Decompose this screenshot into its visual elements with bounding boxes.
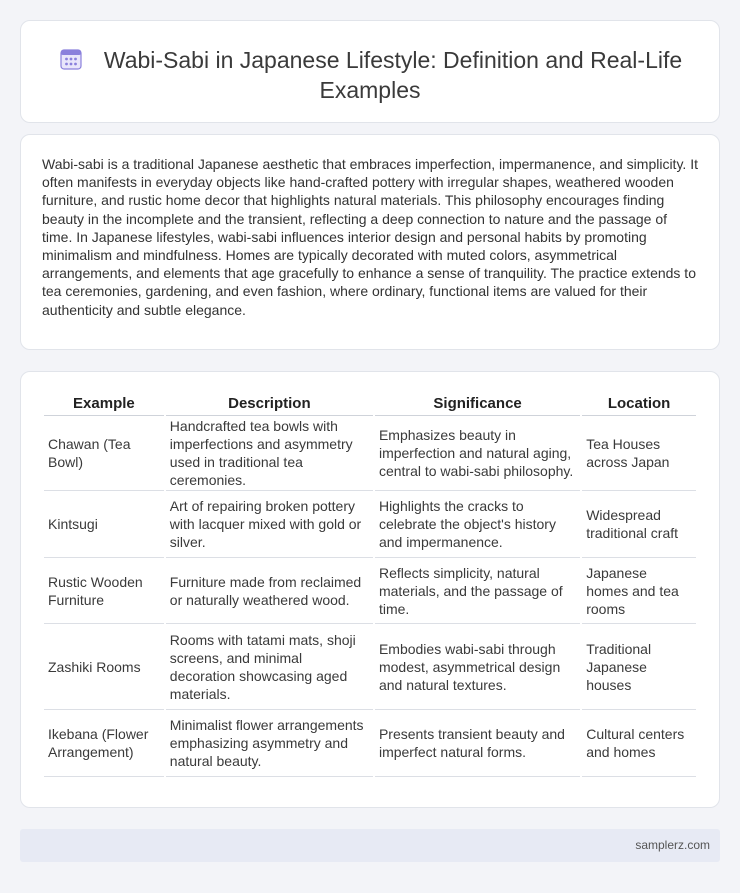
cell-description: Handcrafted tea bowls with imperfections and asymmetry used in traditional tea ceremonies. (166, 416, 373, 491)
cell-example: Chawan (Tea Bowl) (44, 416, 164, 491)
cell-example: Zashiki Rooms (44, 624, 164, 710)
footer-bar (20, 829, 720, 862)
cell-significance: Highlights the cracks to celebrate the object's history and impermanence. (375, 491, 580, 558)
cell-significance: Presents transient beauty and imperfect natural forms. (375, 710, 580, 777)
examples-table-card (20, 371, 720, 808)
cell-description: Art of repairing broken pottery with lacquer mixed with gold or silver. (166, 491, 373, 558)
table-row (44, 416, 696, 491)
header-location: Location (582, 392, 696, 416)
cell-example: Rustic Wooden Furniture (44, 558, 164, 624)
cell-location: Widespread traditional craft (582, 491, 696, 558)
intro-card (20, 134, 720, 350)
calendar-icon (58, 46, 84, 72)
cell-location: Cultural centers and homes (582, 710, 696, 777)
table-row (44, 710, 696, 777)
header-description: Description (166, 392, 373, 416)
cell-description: Furniture made from reclaimed or naturally weathered wood. (166, 558, 373, 624)
page-title-wrap (21, 45, 719, 105)
examples-table (42, 392, 698, 777)
page-title: Wabi-Sabi in Japanese Lifestyle: Definition and Real-Life Examples (103, 47, 683, 103)
cell-location: Japanese homes and tea rooms (582, 558, 696, 624)
cell-significance: Reflects simplicity, natural materials, and the passage of time. (375, 558, 580, 624)
cell-significance: Embodies wabi-sabi through modest, asymmetrical design and natural textures. (375, 624, 580, 710)
table-header-row (44, 392, 696, 416)
table-row (44, 491, 696, 558)
cell-description: Minimalist flower arrangements emphasizing asymmetry and natural beauty. (166, 710, 373, 777)
title-card (20, 20, 720, 123)
table-row (44, 558, 696, 624)
cell-location: Tea Houses across Japan (582, 416, 696, 491)
cell-example: Ikebana (Flower Arrangement) (44, 710, 164, 777)
table-row (44, 624, 696, 710)
intro-paragraph: Wabi-sabi is a traditional Japanese aesthetic that embraces imperfection, impermanence, and simplicity. It often manifests in everyday objects like hand-crafted pottery with irregular shapes, weathered wooden furniture, and rustic home decor that highlights natural materials. This philosophy encourages finding beauty in the incomplete and the transient, reflecting a deep connection to nature and the passage of time. In Japanese lifestyles, wabi-sabi influences interior design and personal habits by promoting minimalism and mindfulness. Homes are typically decorated with muted colors, asymmetrical arrangements, and elements that age gracefully to enhance a sense of tranquility. The practice extends to tea ceremonies, gardening, and even fashion, where ordinary, functional items are valued for their authenticity and subtle elegance. (42, 156, 698, 318)
cell-description: Rooms with tatami mats, shoji screens, and minimal decoration showcasing aged materials. (166, 624, 373, 710)
header-example: Example (44, 392, 164, 416)
cell-significance: Emphasizes beauty in imperfection and natural aging, central to wabi-sabi philosophy. (375, 416, 580, 491)
footer-site-link[interactable]: samplerz.com (635, 838, 710, 852)
cell-location: Traditional Japanese houses (582, 624, 696, 710)
header-significance: Significance (375, 392, 580, 416)
cell-example: Kintsugi (44, 491, 164, 558)
